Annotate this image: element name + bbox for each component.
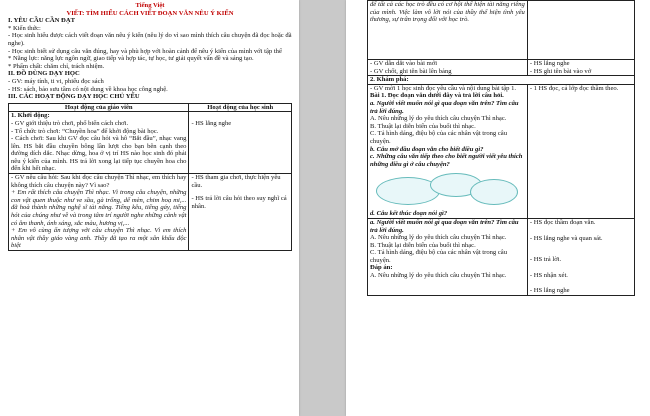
cell-line: C. Tả hình dáng, điệu bộ của các nhân vật trong câu chuyện. <box>370 249 508 264</box>
student-cell <box>189 112 292 174</box>
illustration-image <box>370 171 525 207</box>
cell-line: A. Nêu những lý do yêu thích câu chuyện Thì nhạc. <box>370 115 507 123</box>
cell-line: d. Câu kết thúc đoạn nói gì? <box>370 210 448 218</box>
table-row <box>368 1 635 60</box>
cell-line: để tất cả các học trò đều có cơ hội thể hiện tài năng riêng của mình. Việc làm vô lời nói của thầy thể hiện tình yêu thương, sự trân trọng đối với học trò. <box>370 1 525 24</box>
cell-line: - HS trả lời. <box>529 256 562 264</box>
cell-line: + Em rất thích câu chuyện Thì nhạc. Vì trong câu chuyện, những con vật quen thuộc như ve sầu, gà trống, dế mèn, chim hoạ mi,... đã hoà thành những nghệ sĩ tài năng. Tiếng kêu, tiếng gáy, tiếng hót của chúng như về và trong tâm trí người nghe những cảnh vật có âm thanh, ánh sáng, sắc màu, hương vị,... <box>11 189 187 227</box>
cell-line: - GV chốt, ghi tên bài lên bảng <box>370 67 452 75</box>
table-row <box>368 76 635 85</box>
table-row <box>368 218 635 295</box>
cell-line: C. Tả hình dáng, điệu bộ của các nhân vật trong câu chuyện. <box>370 130 508 145</box>
cell-line: c. Những câu văn tiếp theo cho biết người viết yêu thích những điều gì ở câu chuyện? <box>370 153 523 168</box>
teacher-cell <box>368 60 528 76</box>
table-header-row <box>9 103 292 112</box>
cell-line: A. Nêu những lý do yêu thích câu chuyện Thì nhạc. <box>370 234 507 242</box>
cell-line: - HS nhận xét. <box>529 271 568 279</box>
cell-line: - HS lắng nghe và quan sát. <box>529 234 603 242</box>
warmup-heading: 1. Khởi động: <box>11 112 50 120</box>
speech-cloud-right <box>470 179 518 205</box>
cell-line: - GV mời 1 học sinh đọc yêu cầu và nội dung bài tập 1. <box>370 84 517 92</box>
section-heading-2: II. ĐỒ DÙNG DẠY HỌC <box>8 70 80 78</box>
cell-line: - Tổ chức trò chơi: “Chuyền hoa” để khởi động bài học. <box>11 127 159 135</box>
teacher-cell <box>9 112 189 174</box>
student-cell <box>527 218 634 295</box>
document-page-left <box>0 0 299 416</box>
cell-line: - HS lắng nghe <box>191 120 232 128</box>
section-cell <box>368 76 635 85</box>
cell-line: - Cách chơi: Sau khi GV đọc câu hỏi và hô “Bắt đầu”, nhạc vang lên. HS bắt đầu chuyền bông lần lượt cho bạn bên cạnh theo đường dích dắc. Nhạc dừng, hoa ở vị trí HS nào học sinh đó phải nêu ý kiến của mình. HS trả lời xong lại tiếp tục chuyền hoa cho đến khi hết nhạc. <box>11 135 187 173</box>
section-heading-3: III. CÁC HOẠT ĐỘNG DẠY HỌC CHỦ YẾU <box>8 93 140 101</box>
sec1-line: * Năng lực: năng lực ngôn ngữ, giao tiếp và hợp tác, tự học, tư giải quyết vấn đề và sáng tạo. <box>8 55 254 63</box>
cell-line: A. Nêu những lý do yêu thích câu chuyện Thì nhạc. <box>370 272 507 280</box>
subject-heading: Tiếng Việt <box>135 2 165 9</box>
cell-line: B. Thuật lại diễn biến của buổi thì nhạc. <box>370 122 476 130</box>
teacher-cell <box>368 218 528 295</box>
cell-line: - HS lắng nghe <box>529 60 570 67</box>
cell-line: - HS đọc thầm đoạn văn. <box>529 218 596 226</box>
activities-table-continued <box>367 0 635 296</box>
table-row <box>9 174 292 251</box>
student-cell <box>527 1 634 60</box>
cell-line: b. Câu mở đầu đoạn văn cho biết điều gì? <box>370 145 484 153</box>
cell-line: + Em vô cùng ấn tượng với câu chuyện Thì nhạc. Vì em thích nhân vật thầy giáo vàng anh. Thầy đã tạo ra một sân khấu độc biệt <box>11 227 187 250</box>
sec1-line: * Phẩm chất: chăm chỉ, trách nhiệm. <box>8 62 105 70</box>
teacher-cell <box>9 174 189 251</box>
cell-line: a. Người viết muốn nói gì qua đoạn văn trên? Tìm câu trả lời đúng. <box>370 99 519 115</box>
cell-line: B. Thuật lại diễn biến của buổi thì nhạc. <box>370 241 476 249</box>
student-cell <box>527 84 634 218</box>
student-cell <box>527 60 634 76</box>
activities-table <box>8 103 292 251</box>
document-page-right <box>346 0 650 416</box>
lesson-title: VIẾT: TÌM HIỂU CÁCH VIẾT ĐOẠN VĂN NÊU Ý KIẾN <box>66 9 234 17</box>
answer-label: Đáp án: <box>370 264 393 272</box>
table-row <box>9 112 292 174</box>
header-teacher: Hoạt động của giáo viên <box>9 103 189 112</box>
cell-line: - GV nêu câu hỏi: Sau khi đọc câu chuyện Thì nhạc, em thích hay không thích câu chuyện này? Vì sao? <box>11 174 187 189</box>
cell-line: - GV dẫn dắt vào bài mới <box>370 60 438 67</box>
page-left-content <box>8 2 292 251</box>
sec2-line: - HS: sách, bảo sưu tầm có nội dung về khoa học công nghệ. <box>8 85 168 93</box>
explore-heading: 2. Khám phá: <box>370 76 409 84</box>
cell-line: Bài 1. Đọc đoạn văn dưới đây và trả lời câu hỏi. <box>370 92 504 100</box>
sec1-line: - Học sinh hiểu được cách viết đoạn văn nêu ý kiến (nêu lý do vì sao mình thích câu chuyện đã đọc hoặc đã nghe). <box>8 32 292 47</box>
teacher-cell <box>368 1 528 60</box>
cell-line: - HS ghi tên bài vào vở <box>529 67 592 75</box>
table-row <box>368 84 635 218</box>
student-cell <box>189 174 292 251</box>
sec1-line: * Kiến thức: <box>8 24 41 32</box>
cell-line: a. Người viết muốn nói gì qua đoạn văn trên? Tìm câu trả lời đúng. <box>370 218 519 234</box>
page-right-content <box>367 0 635 296</box>
cell-line: - HS lắng nghe <box>529 287 570 295</box>
cell-line: - 1 HS đọc, cả lớp đọc thầm theo. <box>529 84 619 92</box>
teacher-cell <box>368 84 528 218</box>
header-student: Hoạt động của học sinh <box>189 103 292 112</box>
section-heading-1: I. YÊU CẦU CẦN ĐẠT <box>8 17 75 25</box>
table-row <box>368 60 635 76</box>
cell-line: - GV giới thiệu trò chơi, phổ biến cách chơi. <box>11 119 129 127</box>
sec2-line: - GV: máy tính, ti vi, phiếu đọc sách <box>8 77 104 85</box>
cell-line: - HS trả lời câu hỏi theo suy nghĩ cá nhân. <box>191 195 287 210</box>
cell-line: - HS tham gia chơi, thực hiện yêu cầu. <box>191 174 281 189</box>
sec1-line: - Học sinh biết sử dụng câu văn đúng, hay và phù hợp với hoàn cảnh để nêu ý kiến của mình với tập thể <box>8 47 282 55</box>
